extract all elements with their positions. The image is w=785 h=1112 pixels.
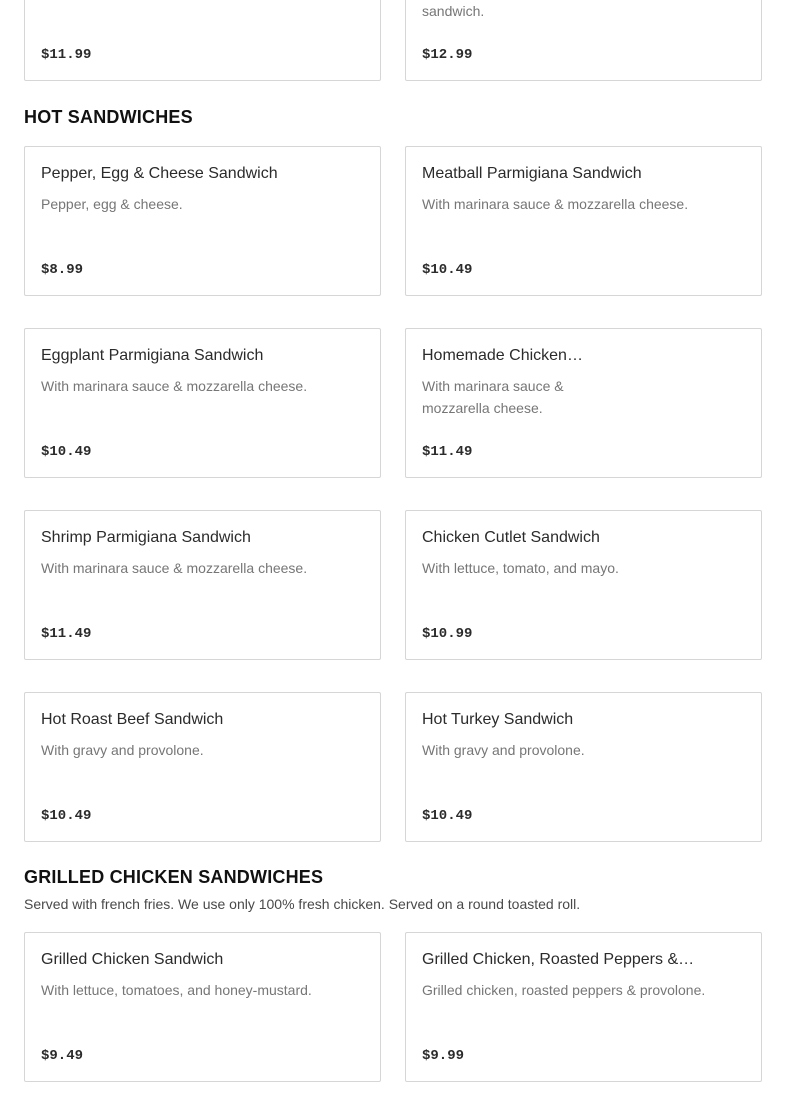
menu-item-shrimp-parmigiana[interactable] <box>24 510 381 660</box>
item-description-line: mozzarella cheese. <box>422 400 543 416</box>
menu-item-grilled-chicken-roasted-peppers[interactable] <box>405 932 762 1082</box>
item-description: With marinara sauce & mozzarella cheese. <box>422 196 689 212</box>
item-description: With marinara sauce & mozzarella cheese. <box>41 378 308 394</box>
item-description: With lettuce, tomato, and mayo. <box>422 560 619 576</box>
menu-item-pepper-egg-cheese[interactable] <box>24 146 381 296</box>
item-price: $9.49 <box>41 1048 84 1064</box>
item-price: $10.49 <box>422 808 473 824</box>
item-price: $10.49 <box>41 808 92 824</box>
menu-item-hot-roast-beef[interactable] <box>24 692 381 842</box>
item-name: Pepper, Egg & Cheese Sandwich <box>41 165 278 182</box>
item-description: With gravy and provolone. <box>41 742 204 758</box>
menu-item-card[interactable] <box>24 0 381 81</box>
item-description: With lettuce, tomatoes, and honey-mustard. <box>41 982 312 998</box>
item-name: Chicken Cutlet Sandwich <box>422 529 600 546</box>
item-price: $11.99 <box>41 47 92 63</box>
item-name: Hot Turkey Sandwich <box>422 711 574 728</box>
menu-item-meatball-parmigiana[interactable] <box>405 146 762 296</box>
item-description: With gravy and provolone. <box>422 742 585 758</box>
item-price: $10.49 <box>422 262 473 278</box>
item-name: Hot Roast Beef Sandwich <box>41 711 224 728</box>
item-name: Meatball Parmigiana Sandwich <box>422 165 642 182</box>
item-price: $10.49 <box>41 444 92 460</box>
menu-item-hot-turkey[interactable] <box>405 692 762 842</box>
item-price: $11.49 <box>41 626 92 642</box>
item-price: $11.49 <box>422 444 473 460</box>
item-description-line: With marinara sauce & <box>422 378 564 394</box>
item-description: Grilled chicken, roasted peppers & provolone. <box>422 982 706 998</box>
section-title-hot-sandwiches: HOT SANDWICHES <box>24 107 193 127</box>
item-name: Eggplant Parmigiana Sandwich <box>41 347 264 364</box>
item-name: Shrimp Parmigiana Sandwich <box>41 529 251 546</box>
menu-item-grilled-chicken[interactable] <box>24 932 381 1082</box>
menu-item-card[interactable] <box>405 0 762 81</box>
menu-item-homemade-chicken[interactable] <box>405 328 762 478</box>
section-description: Served with french fries. We use only 100% fresh chicken. Served on a round toasted roll. <box>24 896 581 912</box>
item-price: $9.99 <box>422 1048 465 1064</box>
item-name: Grilled Chicken Sandwich <box>41 951 224 968</box>
menu-item-chicken-cutlet[interactable] <box>405 510 762 660</box>
item-price: $8.99 <box>41 262 84 278</box>
item-description: With marinara sauce & mozzarella cheese. <box>41 560 308 576</box>
section-title-grilled-chicken-sandwiches: GRILLED CHICKEN SANDWICHES <box>24 867 324 887</box>
item-price: $12.99 <box>422 47 473 63</box>
item-name: Homemade Chicken… <box>422 347 583 364</box>
item-description: sandwich. <box>422 3 485 19</box>
menu-item-eggplant-parmigiana[interactable] <box>24 328 381 478</box>
item-price: $10.99 <box>422 626 473 642</box>
item-description <box>422 375 745 419</box>
item-name: Grilled Chicken, Roasted Peppers &… <box>422 951 695 968</box>
item-description: Pepper, egg & cheese. <box>41 196 183 212</box>
